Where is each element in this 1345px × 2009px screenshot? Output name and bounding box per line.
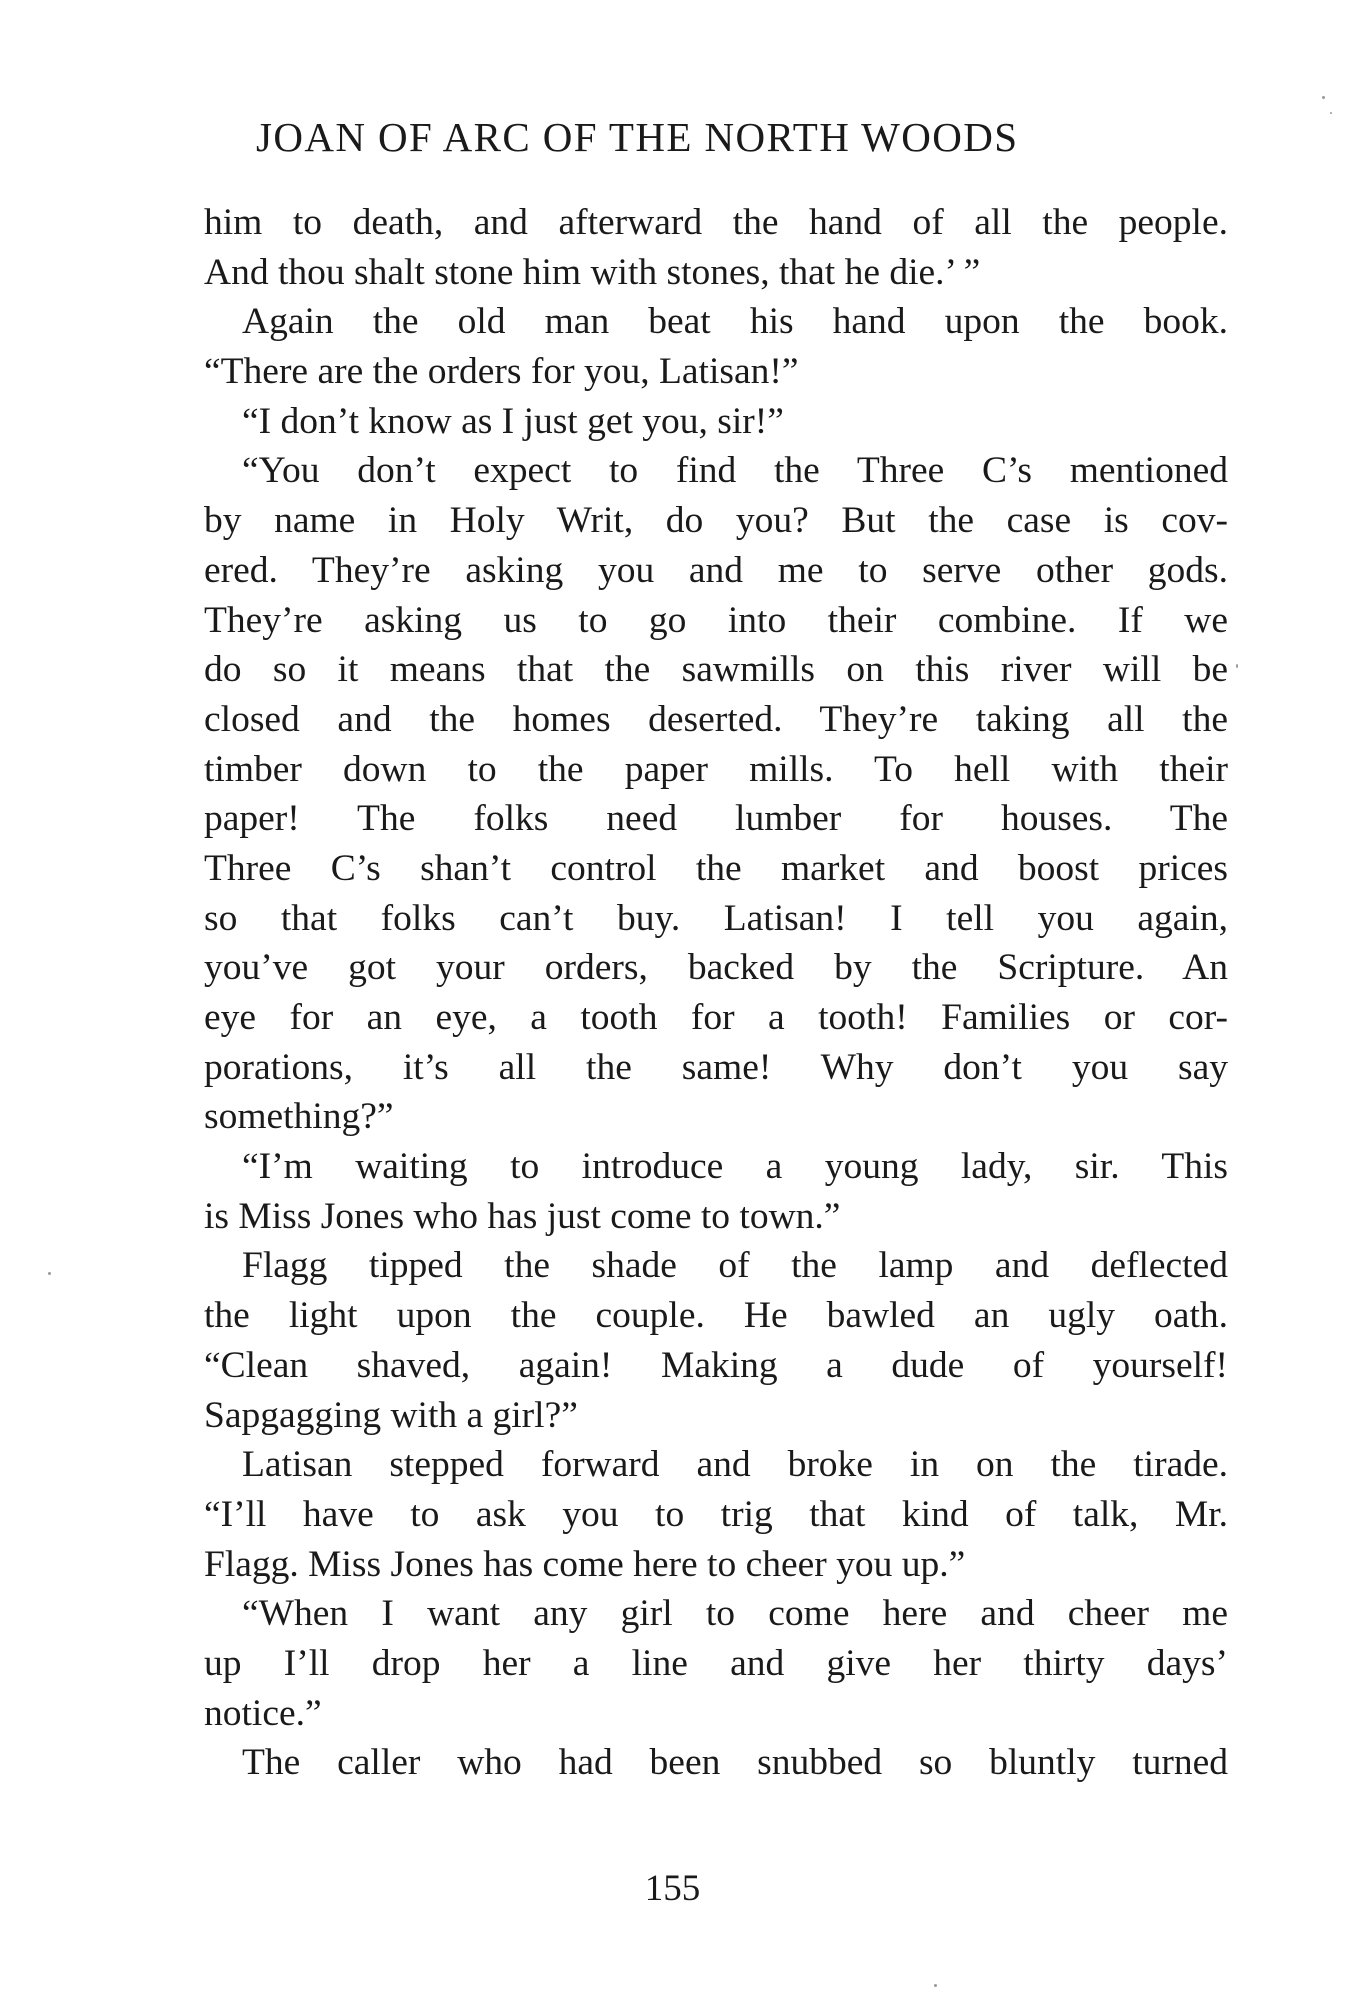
body-text	[204, 198, 1228, 1788]
paper-speck	[48, 1272, 51, 1275]
text-line: The caller who had been snubbed so bluntly turned	[242, 1742, 1228, 1784]
paper-speck	[1322, 96, 1325, 99]
running-head: JOAN OF ARC OF THE NORTH WOODS	[256, 114, 1019, 160]
text-line: paper! The folks need lumber for houses. The	[204, 798, 1228, 840]
text-line: “Clean shaved, again! Making a dude of yourself!	[204, 1344, 1228, 1386]
text-line: timber down to the paper mills. To hell with their	[204, 748, 1228, 790]
text-line: eye for an eye, a tooth for a tooth! Families or cor-	[204, 997, 1228, 1038]
text-line: do so it means that the sawmills on this river will be	[204, 649, 1228, 691]
text-line: porations, it’s all the same! Why don’t you say	[204, 1046, 1228, 1088]
text-line: something?”	[204, 1096, 394, 1138]
text-line: Flagg tipped the shade of the lamp and deflected	[242, 1245, 1228, 1287]
text-line: so that folks can’t buy. Latisan! I tell you again,	[204, 897, 1228, 939]
paper-speck	[934, 1984, 937, 1987]
text-line: notice.”	[204, 1692, 322, 1734]
text-line: “I’m waiting to introduce a young lady, sir. This	[242, 1146, 1228, 1188]
paper-speck	[1330, 112, 1332, 114]
text-line: Three C’s shan’t control the market and boost prices	[204, 847, 1228, 889]
text-line: “There are the orders for you, Latisan!”	[204, 351, 799, 393]
text-line: him to death, and afterward the hand of all the people.	[204, 202, 1228, 243]
text-line: up I’ll drop her a line and give her thirty days’	[204, 1642, 1228, 1684]
text-line: Again the old man beat his hand upon the book.	[242, 301, 1228, 343]
text-line: And thou shalt stone him with stones, that he die.’ ”	[204, 251, 981, 293]
text-line: Latisan stepped forward and broke in on the tirade.	[242, 1444, 1228, 1486]
paper-speck	[1236, 664, 1238, 668]
text-line: ered. They’re asking you and me to serve other gods.	[204, 549, 1228, 591]
text-line: you’ve got your orders, backed by the Scripture. An	[204, 947, 1228, 989]
text-line: by name in Holy Writ, do you? But the case is cov-	[204, 500, 1228, 542]
text-line: “When I want any girl to come here and cheer me	[242, 1593, 1228, 1635]
text-line: “I don’t know as I just get you, sir!”	[242, 400, 784, 442]
text-line: closed and the homes deserted. They’re taking all the	[204, 698, 1228, 740]
text-line: Flagg. Miss Jones has come here to cheer you up.”	[204, 1543, 966, 1585]
text-line: They’re asking us to go into their combine. If we	[204, 599, 1228, 641]
text-line: Sapgagging with a girl?”	[204, 1394, 578, 1436]
text-line: is Miss Jones who has just come to town.”	[204, 1195, 841, 1237]
text-line: “You don’t expect to find the Three C’s mentioned	[242, 450, 1228, 492]
text-line: the light upon the couple. He bawled an ugly oath.	[204, 1295, 1228, 1337]
text-line: “I’ll have to ask you to trig that kind of talk, Mr.	[204, 1493, 1228, 1535]
page-number: 155	[644, 1868, 701, 1909]
